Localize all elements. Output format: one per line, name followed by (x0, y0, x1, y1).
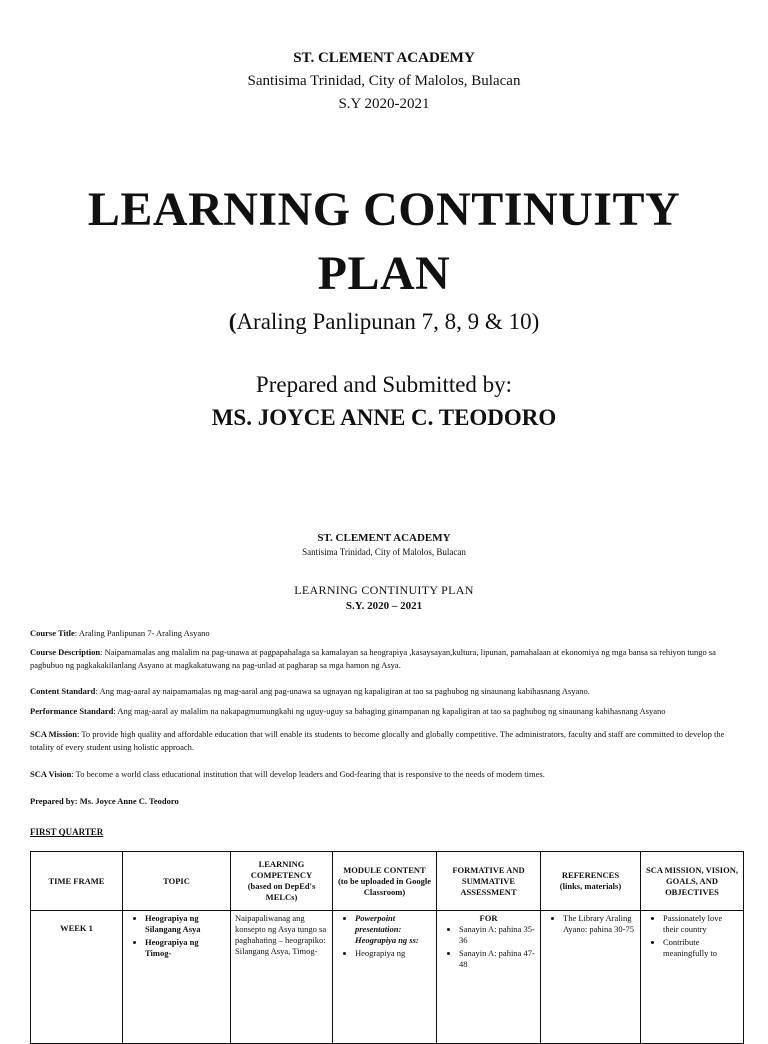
header-module-content (333, 852, 437, 911)
course-title-value: : Araling Panlipunan 7- Araling Asyano (74, 628, 210, 638)
prepared-by-field (30, 795, 740, 808)
cover-title-line1: LEARNING CONTINUITY (87, 183, 681, 236)
performance-standard-value: : Ang mag-aaral ay malalim na nakapagmumungkahi ng uguy-uguy sa bahaging ginampanan ng kapaligiran at tao sa paghubog ng sinaunang kabihasnang Asyano (113, 706, 666, 716)
page2-school-name: ST. CLEMENT ACADEMY (317, 532, 451, 544)
table-header-row (31, 852, 744, 911)
performance-standard-field (30, 705, 740, 718)
cover-subject (0, 309, 768, 335)
content-standard-field (30, 685, 740, 698)
reference-item: • The Library Araling Ayano: pahina 30-75 (563, 913, 636, 935)
course-description-label: Course Description (30, 647, 101, 657)
topic-item: • Heograpiya ng Timog- (145, 937, 226, 959)
assessment-heading: FOR (479, 913, 498, 923)
header-competency-title: LEARNING COMPETENCY (250, 859, 313, 880)
cover-author: MS. JOYCE ANNE C. TEODORO (211, 405, 557, 430)
header-competency-note: (based on DepEd's MELCs) (247, 881, 316, 902)
header-assessment: FORMATIVE AND SUMMATIVE ASSESSMENT (437, 852, 541, 911)
quarter-heading: FIRST QUARTER (30, 827, 104, 837)
header-sca: SCA MISSION, VISION, GOALS, AND OBJECTIVES (641, 852, 744, 911)
cover-subject-paren: ( (228, 309, 237, 334)
sca-vision-value: : To become a world class educational institution that will develop leaders and God-fearing that is responsive to the needs of modern times. (71, 769, 545, 779)
cell-week: WEEK 1 (31, 911, 123, 1044)
cover-title (0, 178, 768, 306)
sca-vision-label: SCA Vision (30, 769, 72, 779)
cover-prepared-label: Prepared and Submitted by: (255, 372, 513, 397)
cover-school-name: ST. CLEMENT ACADEMY (293, 50, 475, 66)
module-item: • Powerpoint presentation: Heograpiya ng ss: (355, 913, 432, 946)
header-module-note: (to be uploaded in Google Classroom) (337, 875, 432, 897)
module-item: • Heograpiya ng (355, 948, 432, 959)
course-title-field (30, 627, 740, 640)
content-standard-label: Content Standard (30, 686, 96, 696)
lesson-plan-table (30, 851, 744, 1044)
course-description-field (30, 646, 740, 672)
cell-competency: Naipapaliwanag ang konsepto ng Asya tungo sa paghahating – heograpiko: Silangang Asya, Timog- (231, 911, 333, 1044)
performance-standard-label: Performance Standard (30, 706, 114, 716)
page2-school-year: S.Y. 2020 – 2021 (345, 600, 423, 612)
sca-item: • Passionately love their country (663, 913, 739, 935)
header-references (541, 852, 641, 911)
assessment-item: • Sanayin A: pahina 47-48 (459, 948, 536, 970)
header-topic: TOPIC (123, 852, 231, 911)
sca-vision-field (30, 768, 740, 781)
cover-subject-text: Araling Panlipunan 7, 8, 9 & 10) (236, 309, 540, 334)
course-title-label: Course Title (30, 628, 75, 638)
header-time-frame: TIME FRAME (31, 852, 123, 911)
page2-title: LEARNING CONTINUITY PLAN (294, 583, 474, 597)
course-description-value: : Naipamamalas ang malalim na pag-unawa at pagpapahalaga sa kamalayan sa heograpiya ,kasaysayan,kultura, lipunan, pamahalaan at ekonomiya ng mga bansa sa rehiyon tungo sa pagbubuo ng pagkakakilanlang Asyano at magkakatuwang na pag-unlad at pagharap sa mga hamon ng Asya. (30, 647, 716, 670)
prepared-by-value: : Ms. Joyce Anne C. Teodoro (74, 796, 179, 806)
sca-mission-field (30, 728, 740, 754)
topic-item: • Heograpiya ng Silangang Asya (145, 913, 226, 935)
cover-school-year: S.Y 2020-2021 (338, 96, 430, 112)
header-learning-competency (231, 852, 333, 911)
assessment-item: • Sanayin A: pahina 35-36 (459, 924, 536, 946)
sca-mission-value: : To provide high quality and affordable education that will enable its students to become glocally and globally competitive. The administrators, faculty and staff are committed to develop the totality of every student using holistic approach. (30, 729, 725, 752)
sca-item: • Contribute meaningfully to (663, 937, 739, 959)
content-standard-value: : Ang mag-aaral ay naipamamalas ng mag-aaral ang pag-unawa sa ugnayan ng kapaligiran at tao sa paghubog ng sinaunang kabihasnang Asyano. (95, 686, 590, 696)
page2-school-address: Santisima Trinidad, City of Malolos, Bulacan (302, 547, 466, 557)
sca-mission-label: SCA Mission (30, 729, 77, 739)
prepared-by-label: Prepared by (30, 796, 75, 806)
header-references-title: REFERENCES (561, 870, 620, 880)
cover-school-address: Santisima Trinidad, City of Malolos, Bulacan (247, 73, 521, 89)
header-references-note: (links, materials) (559, 881, 622, 891)
cover-title-line2: PLAN (317, 247, 451, 300)
header-module-title: MODULE CONTENT (343, 864, 426, 875)
